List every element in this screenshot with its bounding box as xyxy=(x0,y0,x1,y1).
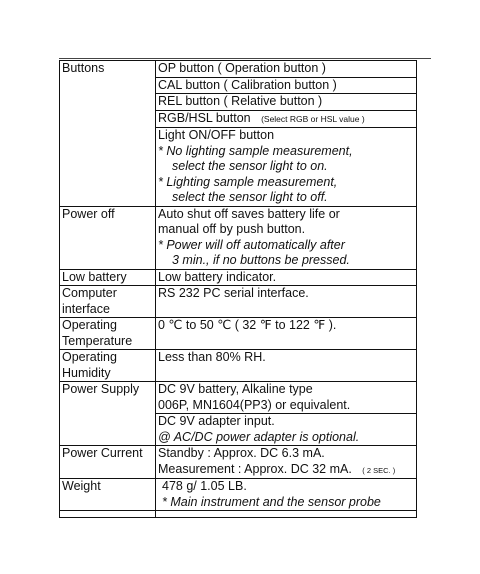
adapter-line-2: @ AC/DC power adapter is optional. xyxy=(158,429,360,444)
table-row-power-off xyxy=(60,206,417,269)
label-buttons: Buttons xyxy=(60,61,156,207)
power-off-note-1: * Power will off automatically after xyxy=(158,237,345,252)
value-weight xyxy=(156,479,417,511)
temperature-label-2: Temperature xyxy=(62,333,133,348)
light-note-2b: select the sensor light to off. xyxy=(172,190,328,204)
continuation-value-cell xyxy=(156,511,417,518)
table-row-low-battery xyxy=(60,269,417,286)
value-operating-temperature: 0 ℃ to 50 ℃ ( 32 ℉ to 122 ℉ ). xyxy=(156,318,417,350)
value-computer-interface: RS 232 PC serial interface. xyxy=(156,286,417,318)
spec-table xyxy=(59,60,417,518)
humidity-label-2: Humidity xyxy=(62,365,111,380)
value-rel-button: REL button ( Relative button ) xyxy=(156,94,417,111)
light-note-1b: select the sensor light to on. xyxy=(172,159,328,173)
value-low-battery: Low battery indicator. xyxy=(156,269,417,286)
table-row-computer-interface xyxy=(60,286,417,318)
measurement-note: ( 2 SEC. ) xyxy=(362,465,396,475)
value-light-button xyxy=(156,128,417,207)
label-operating-humidity xyxy=(60,350,156,382)
label-operating-temperature xyxy=(60,318,156,350)
light-note-1: * No lighting sample measurement, xyxy=(158,143,353,158)
value-power-off xyxy=(156,206,417,269)
measurement-text: Measurement : Approx. DC 32 mA. xyxy=(158,461,352,476)
value-power-supply-battery xyxy=(156,382,417,414)
battery-line-1: DC 9V battery, Alkaline type xyxy=(158,382,313,396)
label-power-current: Power Current xyxy=(60,446,156,479)
rgb-button-text: RGB/HSL button xyxy=(158,110,251,125)
table-row-weight xyxy=(60,479,417,511)
label-low-battery: Low battery xyxy=(60,269,156,286)
computer-label-2: interface xyxy=(62,301,110,316)
humidity-label-1: Operating xyxy=(62,350,117,364)
label-power-supply: Power Supply xyxy=(60,382,156,446)
label-power-off: Power off xyxy=(60,206,156,269)
table-row-operating-humidity xyxy=(60,350,417,382)
power-off-line-1: Auto shut off saves battery life or xyxy=(158,206,340,221)
value-operating-humidity: Less than 80% RH. xyxy=(156,350,417,382)
light-note-2: * Lighting sample measurement, xyxy=(158,174,338,189)
value-op-button: OP button ( Operation button ) xyxy=(156,61,417,78)
top-rule xyxy=(59,58,431,59)
continuation-label-cell xyxy=(60,511,156,518)
table-row-buttons xyxy=(60,61,417,78)
standby-line: Standby : Approx. DC 6.3 mA. xyxy=(158,446,325,460)
value-rgb-button xyxy=(156,110,417,128)
light-title: Light ON/OFF button xyxy=(158,128,275,142)
computer-label-1: Computer xyxy=(62,286,117,300)
power-off-note-2: 3 min., if no buttons be pressed. xyxy=(172,253,350,267)
rgb-button-note: (Select RGB or HSL value ) xyxy=(261,113,365,124)
value-power-supply-adapter xyxy=(156,414,417,446)
value-cal-button: CAL button ( Calibration button ) xyxy=(156,77,417,94)
measurement-line xyxy=(158,462,414,479)
table-row-power-current xyxy=(60,446,417,479)
battery-line-2: 006P, MN1604(PP3) or equivalent. xyxy=(158,397,351,412)
table-row-operating-temperature xyxy=(60,318,417,350)
power-off-line-2: manual off by push button. xyxy=(158,222,306,236)
table-row-power-supply xyxy=(60,382,417,414)
table-row-continuation xyxy=(60,511,417,518)
weight-note: * Main instrument and the sensor probe xyxy=(162,494,381,509)
temperature-label-1: Operating xyxy=(62,318,117,332)
value-power-current xyxy=(156,446,417,479)
adapter-line-1: DC 9V adapter input. xyxy=(158,414,275,428)
weight-value: 478 g/ 1.05 LB. xyxy=(162,479,247,493)
label-computer-interface xyxy=(60,286,156,318)
label-weight: Weight xyxy=(60,479,156,511)
